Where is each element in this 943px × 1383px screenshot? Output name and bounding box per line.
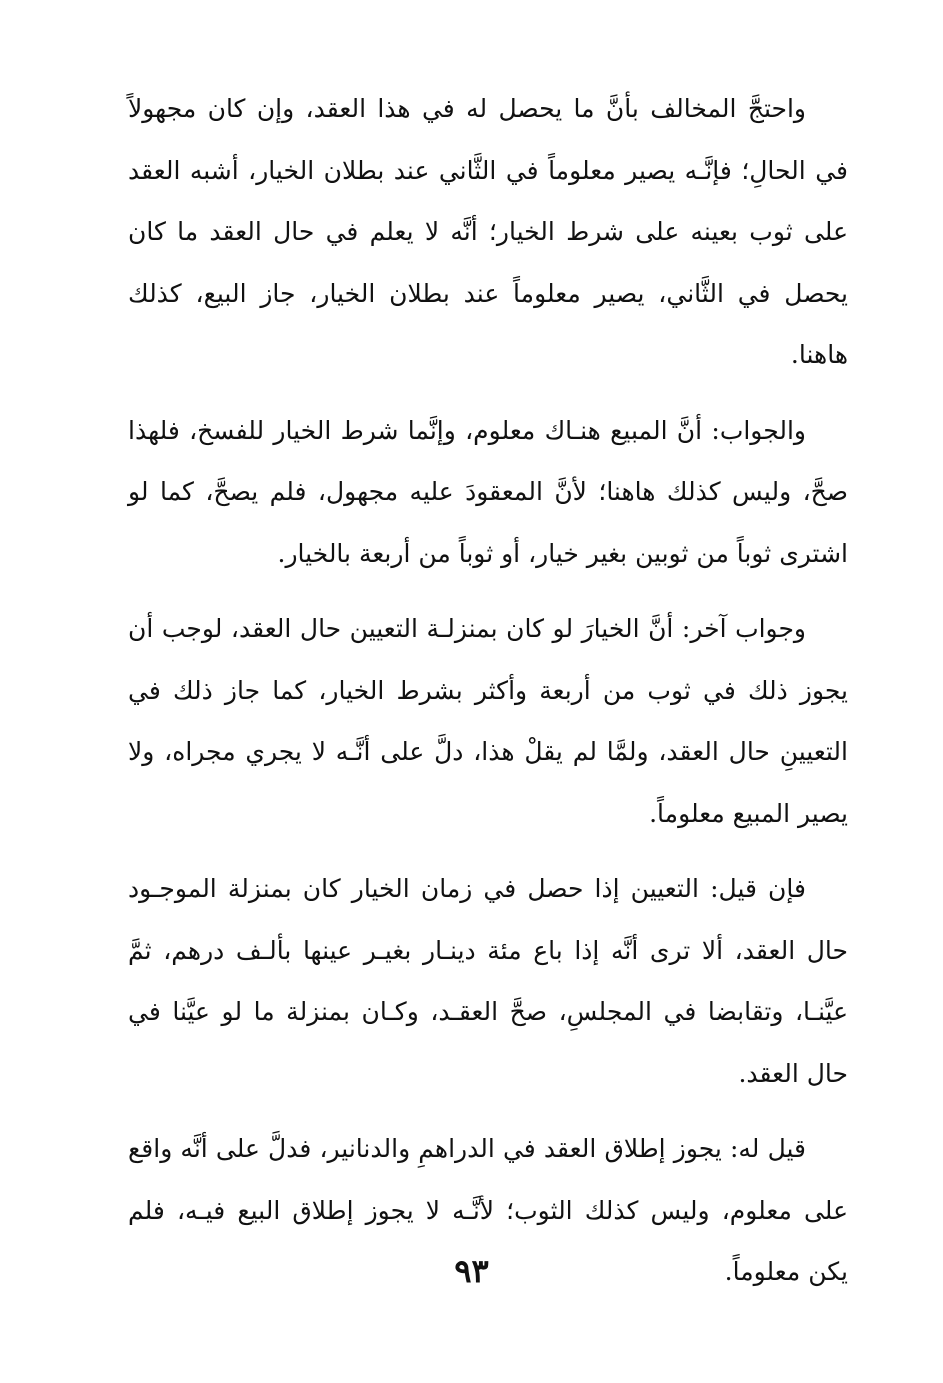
- paragraph-3: وجواب آخر: أنَّ الخيارَ لو كان بمنزلـة التعيين حال العقد، لوجب أن يجوز ذلك في ثوب من أربعة وأكثر بشرط الخيار، كما جاز ذلك في التعيينِ حال العقد، ولمَّا لم يقلْ هذا، دلَّ على أنَّـه لا يجري مجراه، ولا يصير المبيع معلوماً.: [128, 614, 848, 828]
- paragraph-4: فإن قيل: التعيين إذا حصل في زمان الخيار كان بمنزلة الموجـود حال العقد، ألا ترى أنَّه إذا باع مئة دينـار بغيـر عينها بألـف درهم، ثمَّ عيَّنـا، وتقابضا في المجلسِ، صحَّ العقـد، وكـان بمنزلة ما لو عيَّنا في حال العقد.: [128, 874, 848, 1088]
- page-number: ٩٣: [454, 1252, 489, 1290]
- paragraph-2: والجواب: أنَّ المبيع هنـاك معلوم، وإنَّما شرط الخيار للفسخ، فلهذا صحَّ، وليس كذلك هاهنا؛ لأنَّ المعقودَ عليه مجهول، فلم يصحَّ، كما لو اشترى ثوباً من ثوبين بغير خيار، أو ثوباً من أربعة بالخيار.: [128, 415, 848, 568]
- paragraph-5: قيل له: يجوز إطلاق العقد في الدراهمِ والدنانير، فدلَّ على أنَّه واقع على معلوم، وليس كذلك الثوب؛ لأنَّـه لا يجوز إطلاق البيع فيـه، فلم يكن معلوماً.: [128, 1134, 848, 1286]
- paragraph-1: واحتجَّ المخالف بأنَّ ما يحصل له في هذا العقد، وإن كان مجهولاً في الحالِ؛ فإنَّـه يصير معلوماً في الثَّاني عند بطلان الخيار، أشبه العقد على ثوب بعينه على شرط الخيار؛ أنَّه لا يعلم في حال العقد ما كان يحصل في الثَّاني، يصير معلوماً عند بطلان الخيار، جاز البيع، كذلك هاهنا.: [128, 94, 848, 369]
- body-text: [128, 78, 848, 1317]
